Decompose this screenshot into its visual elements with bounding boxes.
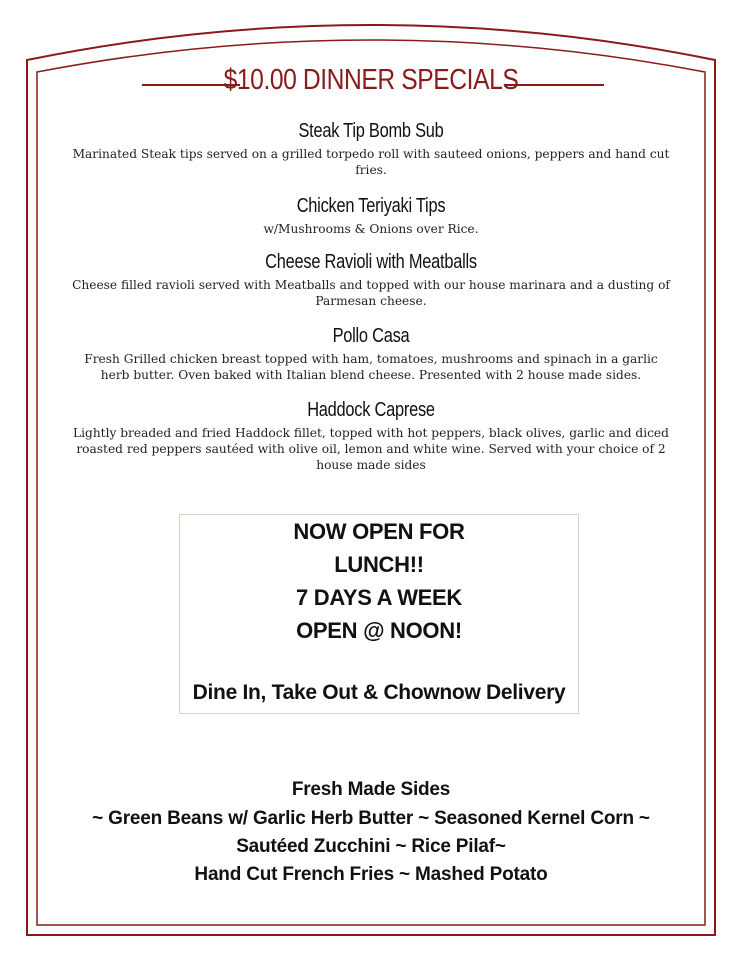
sides-line: Hand Cut French Fries ~ Mashed Potato (194, 864, 548, 885)
special-name: Steak Tip Bomb Sub (298, 120, 444, 142)
special-name: Pollo Casa (332, 325, 410, 347)
special-name: Cheese Ravioli with Meatballs (265, 251, 477, 273)
special-item (70, 323, 672, 383)
notice-delivery-line: Dine In, Take Out & Chownow Delivery (192, 681, 566, 704)
special-name: Chicken Teriyaki Tips (296, 195, 446, 217)
special-description: Cheese filled ravioli served with Meatballs and topped with our house marinara and a dusting of Parmesan cheese. (72, 278, 670, 308)
special-item (70, 118, 672, 178)
page-title: $10.00 DINNER SPECIALS (223, 64, 519, 96)
notice-line: 7 DAYS A WEEK (295, 585, 463, 610)
notice-line: OPEN @ NOON! (296, 618, 462, 643)
special-item (70, 193, 672, 237)
sides-heading: Fresh Made Sides (291, 779, 451, 800)
special-name: Haddock Caprese (307, 399, 435, 421)
special-item (70, 249, 672, 309)
special-description: Lightly breaded and fried Haddock fillet, topped with hot peppers, black olives, garlic and diced roasted red peppers sautéed with olive oil, lemon and white wine. Served with your choice of 2 house made sides (73, 426, 669, 472)
notice-line: NOW OPEN FOR (293, 519, 465, 544)
special-description: w/Mushrooms & Onions over Rice. (263, 222, 479, 236)
sides-line: ~ Green Beans w/ Garlic Herb Butter ~ Seasoned Kernel Corn ~ (92, 808, 650, 829)
special-item (70, 397, 672, 473)
notice-line: LUNCH!! (334, 552, 424, 577)
special-description: Fresh Grilled chicken breast topped with ham, tomatoes, mushrooms and spinach in a garlic herb butter. Oven baked with Italian blend cheese. Presented with 2 house made sides. (84, 352, 658, 382)
special-description: Marinated Steak tips served on a grilled torpedo roll with sauteed onions, peppers and hand cut fries. (72, 147, 670, 177)
sides-line: Sautéed Zucchini ~ Rice Pilaf~ (236, 836, 506, 857)
